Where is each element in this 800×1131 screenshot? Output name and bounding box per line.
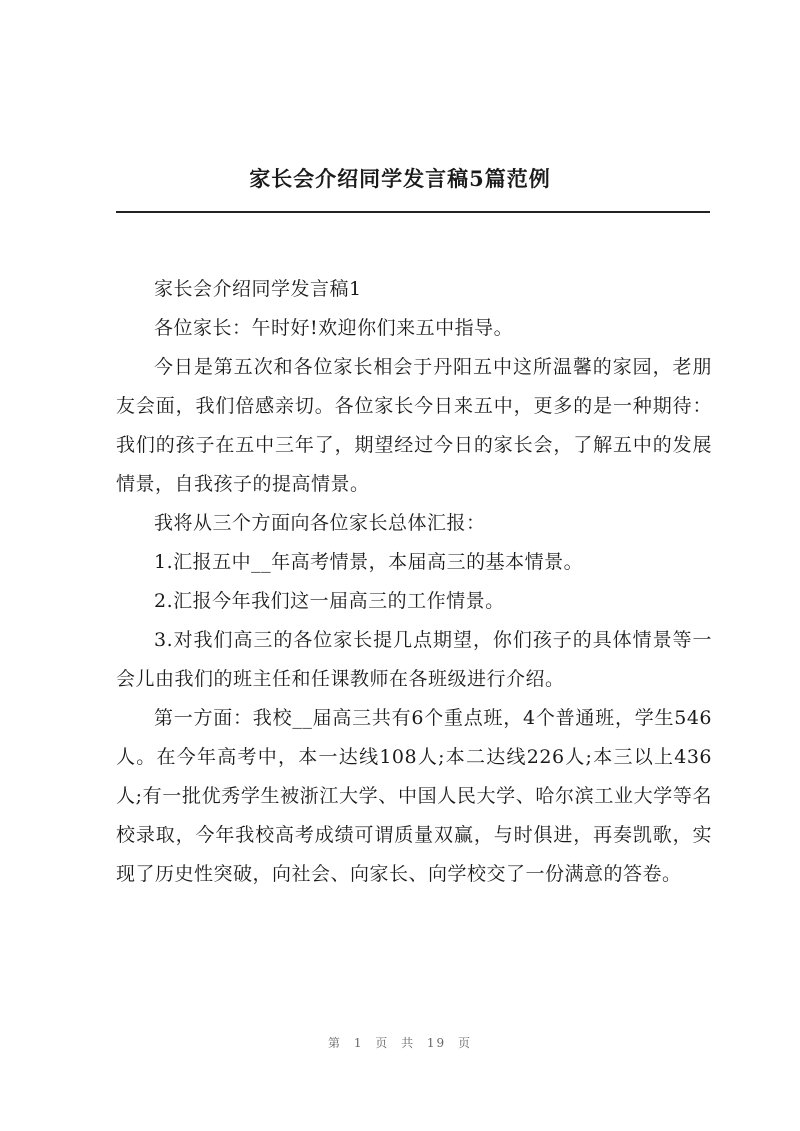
- title-divider: [116, 211, 710, 213]
- document-body: [116, 270, 712, 894]
- paragraph-intro: 今日是第五次和各位家长相会于丹阳五中这所温馨的家园，老朋友会面，我们倍感亲切。各位家长今日来五中，更多的是一种期待：我们的孩子在五中三年了，期望经过今日的家长会，了解五中的发展情景，自我孩子的提高情景。: [116, 356, 712, 495]
- paragraph-greeting: 各位家长：午时好!欢迎你们来五中指导。: [154, 317, 514, 339]
- document-title: 家长会介绍同学发言稿5篇范例: [249, 166, 551, 191]
- paragraph-heading: 家长会介绍同学发言稿1: [154, 278, 362, 300]
- paragraph-section-1: 第一方面：我校__届高三共有6个重点班，4个普通班，学生546人。在今年高考中，本一达线108人;本二达线226人;本三以上436人;有一批优秀学生被浙江大学、中国人民大学、哈尔滨工业大学等名校录取，今年我校高考成绩可谓质量双赢，与时俱进，再奏凯歌，实现了历史性突破，向社会、向家长、向学校交了一份满意的答卷。: [116, 707, 712, 885]
- paragraph-outline: 我将从三个方面向各位家长总体汇报：: [154, 512, 486, 534]
- paragraph-point-2: 2.汇报今年我们这一届高三的工作情景。: [154, 590, 505, 612]
- paragraph-point-3: 3.对我们高三的各位家长提几点期望，你们孩子的具体情景等一会儿由我们的班主任和任课教师在各班级进行介绍。: [116, 629, 712, 690]
- paragraph-point-1: 1.汇报五中__年高考情景，本届高三的基本情景。: [154, 551, 584, 573]
- page-number-footer: 第 1 页 共 19 页: [328, 1036, 472, 1050]
